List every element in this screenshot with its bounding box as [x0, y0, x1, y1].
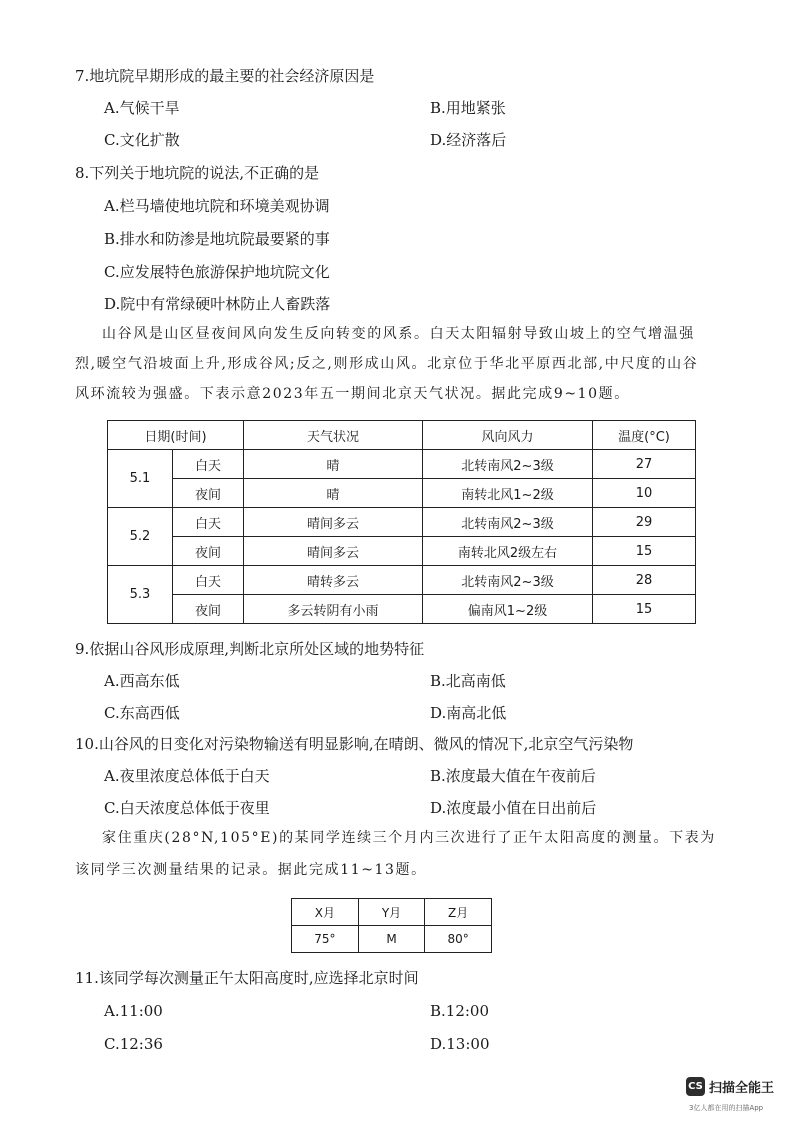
- weather-cell: 多云转阴有小雨: [244, 595, 423, 624]
- q8-stem: 8.下列关于地坑院的说法,不正确的是: [75, 164, 320, 182]
- wind-cell: 南转北风1~2级: [423, 479, 593, 508]
- passage1-line-2: 烈,暖空气沿坡面上升,形成谷风;反之,则形成山风。北京位于华北平原西北部,中尺度的山谷: [75, 356, 699, 372]
- period-cell: 白天: [173, 450, 244, 479]
- temp-cell: 27: [593, 450, 696, 479]
- table-header: Y月: [358, 899, 424, 926]
- table-row: [108, 508, 696, 537]
- weather-cell: 晴间多云: [244, 508, 423, 537]
- q10-option-d: D.浓度最小值在日出前后: [430, 799, 597, 817]
- table-header: 风向风力: [423, 421, 593, 450]
- wind-cell: 北转南风2~3级: [423, 508, 593, 537]
- weather-cell: 晴间多云: [244, 537, 423, 566]
- table-header-row: [292, 899, 492, 926]
- weather-cell: 晴转多云: [244, 566, 423, 595]
- q9-option-a: A.西高东低: [104, 672, 180, 690]
- table-header-row: [108, 421, 696, 450]
- watermark-tagline: 3亿人都在用的扫描App: [689, 1104, 764, 1112]
- camscanner-logo-icon: CS: [686, 1077, 705, 1096]
- q7-option-a: A.气候干旱: [104, 99, 180, 117]
- weather-cell: 晴: [244, 450, 423, 479]
- q7-option-b: B.用地紧张: [430, 99, 506, 117]
- date-cell: 5.1: [108, 450, 173, 508]
- q11-option-c: C.12:36: [104, 1035, 163, 1053]
- wind-cell: 北转南风2~3级: [423, 566, 593, 595]
- temp-cell: 15: [593, 595, 696, 624]
- q9-option-b: B.北高南低: [430, 672, 506, 690]
- scanner-watermark: [686, 1077, 774, 1096]
- date-cell: 5.3: [108, 566, 173, 624]
- q9-option-d: D.南高北低: [430, 704, 507, 722]
- passage1-line-3: 风环流较为强盛。下表示意2023年五一期间北京天气状况。据此完成9~10题。: [75, 386, 630, 402]
- q11-stem: 11.该同学每次测量正午太阳高度时,应选择北京时间: [75, 969, 419, 987]
- watermark-app-name: 扫描全能王: [709, 1081, 775, 1096]
- q10-option-c: C.白天浓度总体低于夜里: [104, 799, 270, 817]
- table-header: 日期(时间): [108, 421, 244, 450]
- wind-cell: 南转北风2级左右: [423, 537, 593, 566]
- table-cell: M: [358, 926, 424, 953]
- period-cell: 白天: [173, 508, 244, 537]
- table-header: 温度(°C): [593, 421, 696, 450]
- q8-option-d: D.院中有常绿硬叶林防止人畜跌落: [104, 295, 331, 313]
- passage2-line-2: 该同学三次测量结果的记录。据此完成11~13题。: [75, 862, 427, 878]
- table-header: 天气状况: [244, 421, 423, 450]
- table-row: [108, 450, 696, 479]
- q9-stem: 9.依据山谷风形成原理,判断北京所处区域的地势特征: [75, 640, 425, 658]
- q8-option-b: B.排水和防渗是地坑院最要紧的事: [104, 230, 330, 248]
- period-cell: 夜间: [173, 595, 244, 624]
- passage1-line-1: 山谷风是山区昼夜间风向发生反向转变的风系。白天太阳辐射导致山坡上的空气增温强: [102, 326, 695, 342]
- q11-option-d: D.13:00: [430, 1035, 490, 1053]
- period-cell: 白天: [173, 566, 244, 595]
- table-cell: 75°: [292, 926, 359, 953]
- q10-option-a: A.夜里浓度总体低于白天: [104, 767, 270, 785]
- q9-option-c: C.东高西低: [104, 704, 180, 722]
- temp-cell: 10: [593, 479, 696, 508]
- sun-altitude-table: [291, 898, 492, 953]
- temp-cell: 15: [593, 537, 696, 566]
- table-cell: 80°: [425, 926, 492, 953]
- q10-stem: 10.山谷风的日变化对污染物输送有明显影响,在晴朗、微风的情况下,北京空气污染物: [75, 735, 634, 753]
- period-cell: 夜间: [173, 537, 244, 566]
- period-cell: 夜间: [173, 479, 244, 508]
- q11-option-b: B.12:00: [430, 1002, 490, 1020]
- table-header: Z月: [425, 899, 492, 926]
- q11-option-a: A.11:00: [104, 1002, 163, 1020]
- weather-cell: 晴: [244, 479, 423, 508]
- temp-cell: 29: [593, 508, 696, 537]
- table-row: [292, 926, 492, 953]
- q8-option-a: A.栏马墙使地坑院和环境美观协调: [104, 197, 330, 215]
- temp-cell: 28: [593, 566, 696, 595]
- table-row: [108, 537, 696, 566]
- wind-cell: 北转南风2~3级: [423, 450, 593, 479]
- table-row: [108, 595, 696, 624]
- table-row: [108, 566, 696, 595]
- q10-option-b: B.浓度最大值在午夜前后: [430, 767, 596, 785]
- table-row: [108, 479, 696, 508]
- table-header: X月: [292, 899, 359, 926]
- q7-option-c: C.文化扩散: [104, 131, 180, 149]
- wind-cell: 偏南风1~2级: [423, 595, 593, 624]
- q7-stem: 7.地坑院早期形成的最主要的社会经济原因是: [75, 67, 375, 85]
- q7-option-d: D.经济落后: [430, 131, 507, 149]
- passage2-line-1: 家住重庆(28°N,105°E)的某同学连续三个月内三次进行了正午太阳高度的测量。下表为: [102, 830, 716, 846]
- weather-table: [107, 420, 696, 624]
- q8-option-c: C.应发展特色旅游保护地坑院文化: [104, 263, 330, 281]
- date-cell: 5.2: [108, 508, 173, 566]
